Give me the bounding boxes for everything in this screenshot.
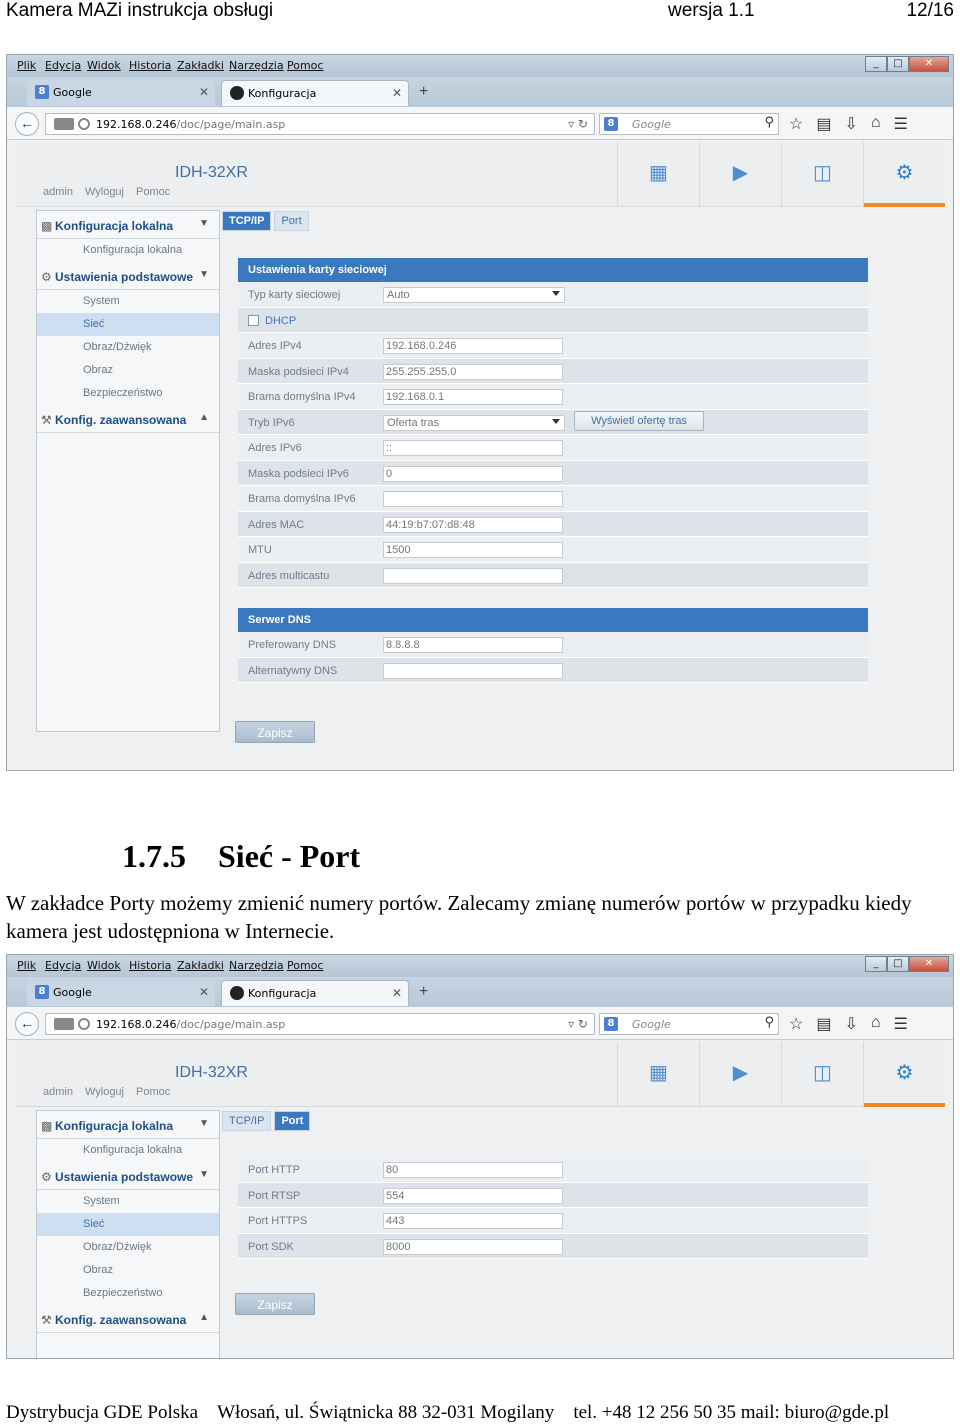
select-value: Auto xyxy=(387,289,410,301)
row-mtu xyxy=(238,537,868,563)
row-port-rtsp xyxy=(238,1183,868,1209)
tab-close-icon[interactable]: ✕ xyxy=(198,985,209,999)
tab-tcpip[interactable]: TCP/IP xyxy=(222,1111,271,1131)
device-model: IDH-32XR xyxy=(175,1064,248,1081)
sidebar-group-local[interactable] xyxy=(37,211,219,239)
wrench-icon: ⚒ xyxy=(41,413,52,427)
sidebar-item-local-config[interactable]: Konfiguracja lokalna xyxy=(83,1144,183,1156)
menu-bar xyxy=(7,55,953,77)
url-host: 192.168.0.246 xyxy=(96,118,177,131)
sidebar-group-advanced[interactable] xyxy=(37,1305,219,1333)
user-admin: admin xyxy=(43,1086,73,1098)
user-links xyxy=(43,186,170,198)
row-dhcp xyxy=(238,308,868,334)
globe-icon xyxy=(78,118,90,130)
maximize-button[interactable]: □ xyxy=(887,956,909,972)
tab-close-icon[interactable]: ✕ xyxy=(391,986,402,1000)
subtabs xyxy=(222,211,309,231)
live-view-icon[interactable]: ▦ xyxy=(617,142,699,207)
menu-historia[interactable]: Historia xyxy=(129,959,172,972)
footer-address: Włosań, ul. Świątnicka 88 32-031 Mogilany xyxy=(217,1402,555,1423)
wrench-icon: ⚒ xyxy=(41,1313,52,1327)
sidebar-group-basic[interactable] xyxy=(37,262,219,290)
bookmark-star-icon[interactable]: ☆ xyxy=(789,1016,804,1033)
nic-type-select[interactable] xyxy=(383,287,565,303)
user-links xyxy=(43,1086,170,1098)
tab-konfiguracja[interactable] xyxy=(221,980,409,1006)
port-rtsp-input[interactable]: 554 xyxy=(383,1188,563,1204)
select-value: Oferta tras xyxy=(387,416,439,429)
google-icon: 8 xyxy=(604,1017,618,1031)
toolbar-icons xyxy=(789,114,908,134)
tab-bar xyxy=(7,77,953,107)
ipv6-mask-input[interactable]: 0 xyxy=(383,466,563,482)
mac-input[interactable]: 44:19:b7:07:d8:48 xyxy=(383,517,563,533)
help-link[interactable]: Pomoc xyxy=(136,186,171,198)
gear-icon: ⚙ xyxy=(41,1170,52,1184)
chevron-down-icon: ▼ xyxy=(199,1118,209,1129)
home-icon[interactable]: ⌂ xyxy=(870,1014,881,1031)
window-controls xyxy=(865,956,949,973)
back-button[interactable]: ← xyxy=(15,112,39,136)
search-icon[interactable]: ⚲ xyxy=(764,115,774,130)
nav-bar xyxy=(7,107,953,140)
ipv4-mask-input[interactable]: 255.255.255.0 xyxy=(383,364,563,380)
page-footer xyxy=(6,1400,889,1426)
settings-gear-icon[interactable]: ⚙ xyxy=(863,1042,945,1107)
menu-zakladki[interactable]: Zakładki xyxy=(177,59,224,72)
url-path: /doc/page/main.asp xyxy=(176,118,286,131)
tab-port[interactable]: Port xyxy=(274,1111,310,1131)
ipv4-input[interactable]: 192.168.0.246 xyxy=(383,338,563,354)
row-ipv6-mode xyxy=(238,410,868,436)
menu-widok[interactable]: Widok xyxy=(87,59,121,72)
window-controls xyxy=(865,56,949,73)
sidebar xyxy=(36,1110,220,1359)
row-ipv6-mask xyxy=(238,461,868,487)
url-path: /doc/page/main.asp xyxy=(176,1018,286,1031)
url-bar[interactable] xyxy=(45,113,595,135)
footer-contact: tel. +48 12 256 50 35 mail: biuro@gde.pl xyxy=(573,1402,890,1423)
mtu-input[interactable]: 1500 xyxy=(383,542,563,558)
url-bar[interactable] xyxy=(45,1013,595,1035)
dropdown-arrow-icon xyxy=(552,291,560,296)
dhcp-checkbox[interactable] xyxy=(248,315,259,326)
sidebar-item-video-audio[interactable]: Obraz/Dźwięk xyxy=(83,341,152,353)
reload-icon[interactable]: ▿ ↻ xyxy=(568,1017,588,1031)
main-nav xyxy=(617,1042,945,1107)
menu-edycja[interactable]: Edycja xyxy=(45,59,82,72)
identity-icon[interactable] xyxy=(54,118,74,130)
save-button[interactable]: Zapisz xyxy=(235,1293,315,1315)
section-dns-header: Serwer DNS xyxy=(238,608,868,632)
tab-tcpip[interactable]: TCP/IP xyxy=(222,211,271,231)
close-window-button[interactable]: ✕ xyxy=(909,956,949,972)
logout-link[interactable]: Wyloguj xyxy=(84,1086,124,1098)
menu-plik[interactable]: Plik xyxy=(17,959,37,972)
sidebar-group-label: Konfiguracja lokalna xyxy=(55,219,174,233)
ipv6-input[interactable]: :: xyxy=(383,440,563,456)
menu-icon[interactable]: ☰ xyxy=(893,116,908,133)
sidebar-group-label: Konfig. zaawansowana xyxy=(55,413,187,427)
logout-link[interactable]: Wyloguj xyxy=(84,186,124,198)
row-ipv4 xyxy=(238,333,868,359)
tab-bar xyxy=(7,977,953,1007)
field-label: Maska podsieci IPv6 xyxy=(248,467,349,480)
menu-plik[interactable]: Plik xyxy=(17,59,37,72)
section-number: 1.7.5 xyxy=(122,838,186,874)
user-admin: admin xyxy=(43,186,73,198)
menu-narzedzia[interactable]: Narzędzia xyxy=(229,959,284,972)
row-nic-type xyxy=(238,282,868,308)
download-icon[interactable]: ⇩ xyxy=(844,1016,858,1033)
tab-label: Google xyxy=(53,986,92,999)
sidebar-group-advanced[interactable] xyxy=(37,405,219,433)
playback-icon[interactable]: ▶ xyxy=(699,142,781,207)
row-multicast xyxy=(238,563,868,589)
sidebar-item-security[interactable]: Bezpieczeństwo xyxy=(83,1287,163,1299)
sidebar-item-local-config[interactable]: Konfiguracja lokalna xyxy=(83,244,183,256)
field-label: Brama domyślna IPv6 xyxy=(248,493,356,505)
menu-edycja[interactable]: Edycja xyxy=(45,959,82,972)
chevron-down-icon: ▼ xyxy=(199,218,209,229)
sidebar-item-image[interactable]: Obraz xyxy=(83,364,113,376)
row-ipv4-mask xyxy=(238,359,868,385)
app-header xyxy=(15,1042,945,1107)
app-header xyxy=(15,142,945,207)
sidebar-item-security[interactable]: Bezpieczeństwo xyxy=(83,387,163,399)
reload-icon[interactable]: ▿ ↻ xyxy=(568,117,588,131)
field-label: Preferowany DNS xyxy=(248,639,337,651)
section-nic-header: Ustawienia karty sieciowej xyxy=(238,258,868,282)
menu-historia[interactable]: Historia xyxy=(129,59,172,72)
minimize-button[interactable]: _ xyxy=(865,956,887,972)
sidebar-item-system[interactable]: System xyxy=(83,1195,120,1207)
tab-close-icon[interactable]: ✕ xyxy=(198,85,209,99)
help-link[interactable]: Pomoc xyxy=(136,1086,171,1098)
field-label: Port HTTPS xyxy=(248,1215,308,1227)
sidebar-item-image[interactable]: Obraz xyxy=(83,1264,113,1276)
field-label: Adres MAC xyxy=(248,518,305,531)
menu-icon[interactable]: ☰ xyxy=(893,1016,908,1033)
globe-icon xyxy=(78,1018,90,1030)
page-number: 12/16 xyxy=(906,0,954,21)
menu-pomoc[interactable]: Pomoc xyxy=(287,59,324,72)
row-dns-preferred xyxy=(238,632,868,658)
section-title: Sieć - Port xyxy=(218,838,361,874)
ipv6-gateway-input[interactable] xyxy=(383,491,563,507)
field-label: Alternatywny DNS xyxy=(248,664,338,677)
back-button[interactable]: ← xyxy=(15,1012,39,1036)
google-icon: 8 xyxy=(604,117,618,131)
port-http-input[interactable]: 80 xyxy=(383,1162,563,1178)
close-window-button[interactable]: ✕ xyxy=(909,56,949,72)
section-heading xyxy=(122,836,360,876)
main-nav xyxy=(617,142,945,207)
dhcp-label: DHCP xyxy=(265,314,297,327)
tab-label: Konfiguracja xyxy=(248,87,317,100)
sidebar-group-local[interactable] xyxy=(37,1111,219,1139)
sidebar-group-label: Ustawienia podstawowe xyxy=(55,270,194,284)
ipv4-gateway-input[interactable]: 192.168.0.1 xyxy=(383,389,563,405)
row-port-sdk xyxy=(238,1234,868,1260)
identity-icon[interactable] xyxy=(54,1018,74,1030)
sidebar-item-video-audio[interactable]: Obraz/Dźwięk xyxy=(83,1241,152,1253)
camera-icon xyxy=(230,986,244,1000)
port-form xyxy=(238,1157,868,1259)
field-label: Typ karty sieciowej xyxy=(248,289,341,301)
multicast-input[interactable] xyxy=(383,568,563,584)
ipv6-mode-select[interactable] xyxy=(383,415,565,431)
field-label: Adres IPv6 xyxy=(248,442,302,454)
tab-konfiguracja[interactable] xyxy=(221,80,409,106)
row-ipv4-gateway xyxy=(238,384,868,410)
device-model: IDH-32XR xyxy=(175,164,248,181)
save-button[interactable]: Zapisz xyxy=(235,721,315,743)
dns-alternate-input[interactable] xyxy=(383,663,563,679)
tcpip-form xyxy=(238,258,868,683)
chevron-up-icon: ▲ xyxy=(199,412,209,423)
maximize-button[interactable]: □ xyxy=(887,56,909,72)
footer-company: Dystrybucja GDE Polska xyxy=(6,1402,199,1423)
chevron-down-icon: ▼ xyxy=(199,1169,209,1180)
field-label: Adres IPv4 xyxy=(248,340,302,352)
search-placeholder: Google xyxy=(632,1018,671,1031)
subtabs xyxy=(222,1111,310,1131)
chevron-down-icon: ▼ xyxy=(199,269,209,280)
body-paragraph: W zakładce Porty możemy zmienić numery portów. Zalecamy zmianę numerów portów w przypadku kiedy kamera jest udostępniona w Internecie. xyxy=(6,891,912,943)
sidebar-item-system[interactable]: System xyxy=(83,295,120,307)
tab-close-icon[interactable]: ✕ xyxy=(391,86,402,100)
row-ipv6-gateway xyxy=(238,486,868,512)
bookmarks-list-icon[interactable]: ▤ xyxy=(816,116,832,133)
sidebar-group-label: Ustawienia podstawowe xyxy=(55,1170,194,1184)
page-header-title: Kamera MAZi instrukcja obsługi xyxy=(6,0,274,21)
menu-bar xyxy=(7,955,953,977)
sidebar-item-network[interactable]: Sieć xyxy=(37,1213,219,1236)
sidebar-item-network[interactable]: Sieć xyxy=(37,313,219,336)
row-dns-alternate xyxy=(238,658,868,684)
home-icon[interactable]: ⌂ xyxy=(870,114,881,131)
new-tab-button[interactable]: + xyxy=(419,83,429,100)
new-tab-button[interactable]: + xyxy=(419,983,429,1000)
live-view-icon[interactable]: ▦ xyxy=(617,1042,699,1107)
menu-pomoc[interactable]: Pomoc xyxy=(287,959,324,972)
row-mac xyxy=(238,512,868,538)
sidebar-group-label: Konfig. zaawansowana xyxy=(55,1313,187,1327)
menu-zakladki[interactable]: Zakładki xyxy=(177,959,224,972)
port-https-input[interactable]: 443 xyxy=(383,1213,563,1229)
tab-label: Google xyxy=(53,86,92,99)
settings-gear-icon[interactable]: ⚙ xyxy=(863,142,945,207)
field-label: Maska podsieci IPv4 xyxy=(248,365,349,378)
menu-narzedzia[interactable]: Narzędzia xyxy=(229,59,284,72)
screenshot-tcpip xyxy=(6,54,954,771)
field-label: Port SDK xyxy=(248,1240,294,1253)
dns-preferred-input[interactable]: 8.8.8.8 xyxy=(383,637,563,653)
bookmark-star-icon[interactable]: ☆ xyxy=(789,116,804,133)
url-host: 192.168.0.246 xyxy=(96,1018,177,1031)
sidebar-group-basic[interactable] xyxy=(37,1162,219,1190)
field-label: Tryb IPv6 xyxy=(248,416,295,429)
tab-google[interactable] xyxy=(27,980,215,1006)
page-header-version: wersja 1.1 xyxy=(668,0,755,21)
chevron-up-icon: ▲ xyxy=(199,1312,209,1323)
menu-widok[interactable]: Widok xyxy=(87,959,121,972)
screenshot-port xyxy=(6,954,954,1359)
download-icon[interactable]: ⇩ xyxy=(844,116,858,133)
row-port-http xyxy=(238,1157,868,1183)
field-label: Port HTTP xyxy=(248,1164,300,1176)
field-label: Port RTSP xyxy=(248,1189,301,1202)
tab-google[interactable] xyxy=(27,80,215,106)
monitor-icon: ▩ xyxy=(41,219,53,233)
sidebar-group-label: Konfiguracja lokalna xyxy=(55,1119,174,1133)
nav-bar xyxy=(7,1007,953,1040)
dropdown-arrow-icon xyxy=(552,419,560,424)
tab-label: Konfiguracja xyxy=(248,987,317,1000)
row-ipv6 xyxy=(238,435,868,461)
playback-icon[interactable]: ▶ xyxy=(699,1042,781,1107)
bookmarks-list-icon[interactable]: ▤ xyxy=(816,1016,832,1033)
port-sdk-input[interactable]: 8000 xyxy=(383,1239,563,1255)
toolbar-icons xyxy=(789,1014,908,1034)
picture-search-icon[interactable]: ◫ xyxy=(781,1042,863,1107)
gear-icon: ⚙ xyxy=(41,270,52,284)
row-port-https xyxy=(238,1208,868,1234)
search-input[interactable] xyxy=(599,1013,779,1035)
search-input[interactable] xyxy=(599,113,779,135)
minimize-button[interactable]: _ xyxy=(865,56,887,72)
google-icon: 8 xyxy=(35,85,49,99)
tab-port[interactable]: Port xyxy=(274,211,308,231)
field-label: Adres multicastu xyxy=(248,569,330,582)
search-placeholder: Google xyxy=(632,118,671,131)
picture-search-icon[interactable]: ◫ xyxy=(781,142,863,207)
field-label: MTU xyxy=(248,544,272,556)
search-icon[interactable]: ⚲ xyxy=(764,1015,774,1030)
show-route-offer-button[interactable]: Wyświetl ofertę tras xyxy=(574,411,704,431)
google-icon: 8 xyxy=(35,985,49,999)
sidebar xyxy=(36,210,220,732)
field-label: Brama domyślna IPv4 xyxy=(248,391,356,403)
monitor-icon: ▩ xyxy=(41,1119,53,1133)
camera-icon xyxy=(230,86,244,100)
